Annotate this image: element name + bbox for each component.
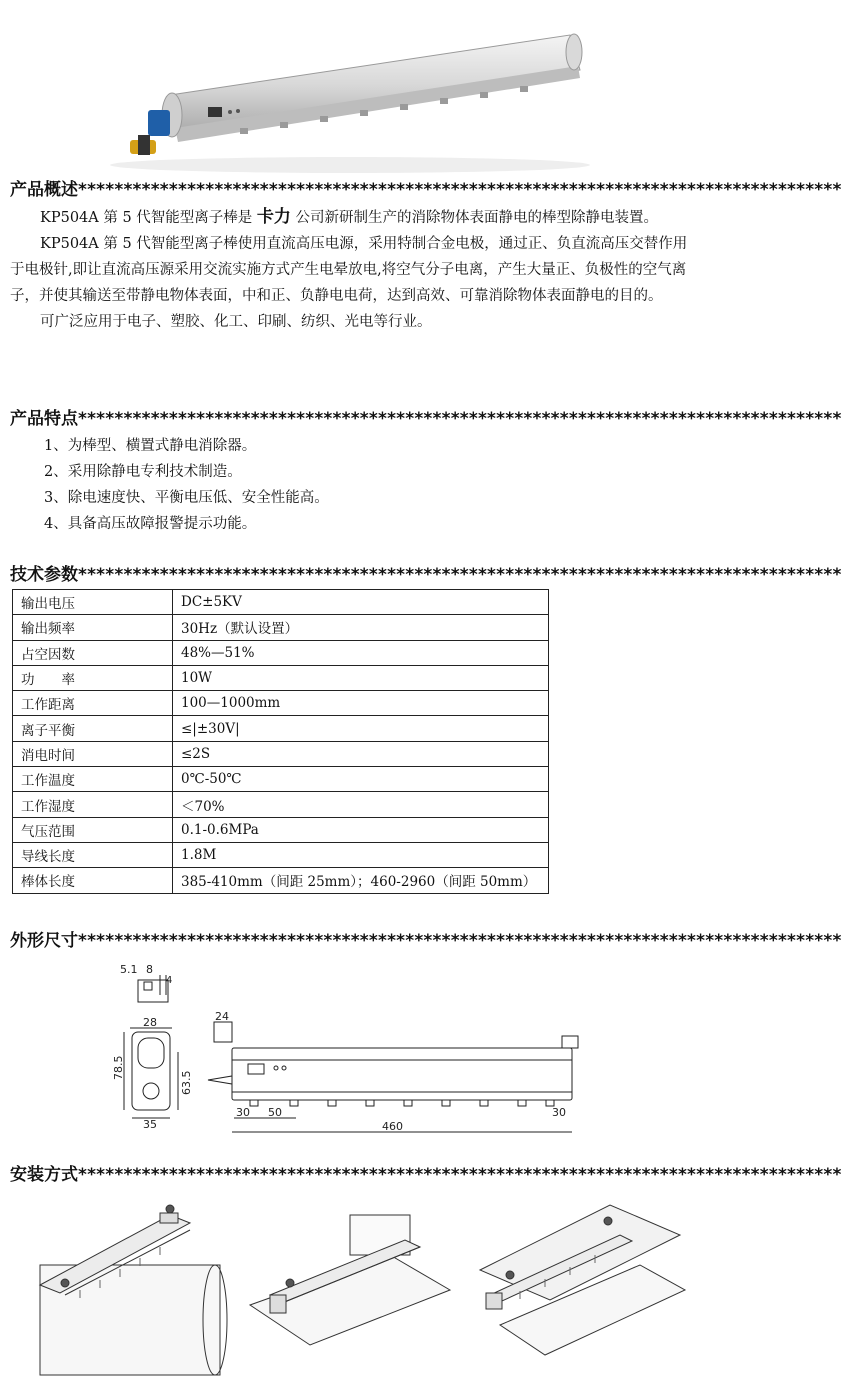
- svg-text:35: 35: [143, 1118, 157, 1131]
- table-row: 占空因数 48%—51%: [13, 640, 549, 665]
- features-list: [10, 433, 690, 537]
- table-row: 工作距离 100—1000mm: [13, 691, 549, 716]
- table-row: 工作温度 0℃-50℃: [13, 767, 549, 792]
- feature-item: 1、为棒型、横置式静电消除器。: [44, 438, 257, 454]
- dimensions-title: 外形尺寸************************************************************************************: [10, 931, 842, 951]
- table-row: 导线长度 1.8M: [13, 842, 549, 867]
- install-plate: [480, 1205, 685, 1355]
- table-row: 气压范围 0.1-0.6MPa: [13, 817, 549, 842]
- svg-text:28: 28: [143, 1016, 157, 1029]
- table-row: 消电时间 ≤2S: [13, 741, 549, 766]
- svg-text:5.1: 5.1: [120, 963, 138, 976]
- install-roller: [40, 1205, 227, 1375]
- specs-title: 技术参数************************************************************************************: [10, 565, 842, 585]
- install-title: 安装方式************************************************************************************: [10, 1165, 842, 1185]
- table-row: 棒体长度 385-410mm（间距 25mm）；460-2960（间距 50mm）: [13, 868, 549, 893]
- svg-text:50: 50: [268, 1106, 282, 1119]
- installation-drawings: [20, 1195, 685, 1370]
- svg-text:78.5: 78.5: [112, 1055, 125, 1080]
- table-row: 离子平衡 ≤|±30V|: [13, 716, 549, 741]
- overview-title: 产品概述************************************************************************************: [10, 180, 842, 200]
- svg-text:30: 30: [552, 1106, 566, 1119]
- specs-table: [12, 589, 549, 894]
- table-row: 工作湿度 ＜70%: [13, 792, 549, 817]
- dimension-drawing: [100, 960, 600, 1135]
- svg-text:63.5: 63.5: [180, 1070, 193, 1095]
- feature-item: 2、采用除静电专利技术制造。: [44, 464, 242, 480]
- svg-text:24: 24: [215, 1010, 229, 1023]
- svg-text:8: 8: [146, 963, 153, 976]
- ionizer-bar-product-image: [0, 0, 700, 180]
- brand-name: 卡力: [256, 207, 291, 227]
- install-frame: [250, 1215, 450, 1345]
- feature-item: 4、具备高压故障报警提示功能。: [44, 516, 257, 532]
- svg-text:460: 460: [382, 1120, 403, 1133]
- overview-text: KP504A 第 5 代智能型离子棒是 卡力 公司新研制生产的消除物体表面静电的棒型除静电装置。 KP504A 第 5 代智能型离子棒使用直流高压电源，采用特制合金电极，通过正、负直流高压交替作用于电极针,即让直流高压源采用交流实施方式产生电晕放电,将空气分子电离，产生大量正、负极性的空气离子，并使其输送至带静电物体表面，中和正、负静电电荷，达到高效、可靠消除物体表面静电的目的。 可广泛应用于电子、塑胶、化工、印刷、纺织、光电等行业。: [10, 207, 688, 330]
- table-row: 功 率 10W: [13, 665, 549, 690]
- table-row: 输出频率 30Hz（默认设置）: [13, 615, 549, 640]
- svg-text:4: 4: [166, 975, 173, 986]
- svg-text:30: 30: [236, 1106, 250, 1119]
- table-row: 输出电压 DC±5KV: [13, 590, 549, 615]
- feature-item: 3、除电速度快、平衡电压低、安全性能高。: [44, 490, 329, 506]
- features-title: 产品特点************************************************************************************: [10, 409, 842, 429]
